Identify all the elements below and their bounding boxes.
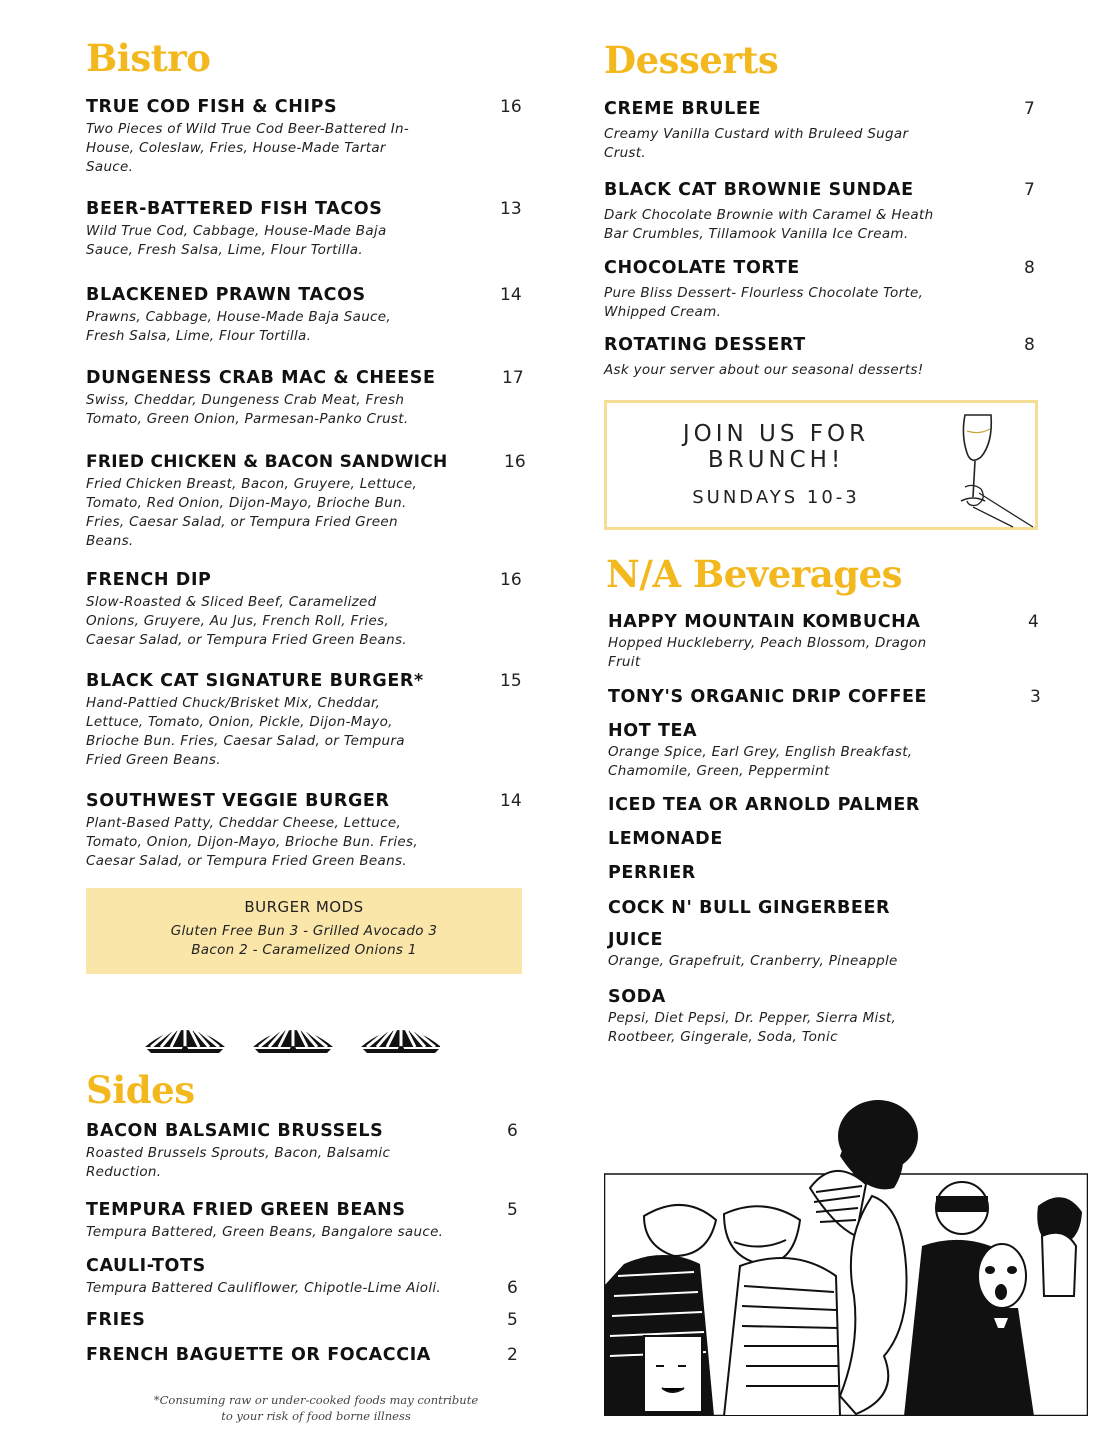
item-price: 5 [507,1310,518,1330]
item-description: Hopped Huckleberry, Peach Blossom, Dragon Fruit [608,635,927,670]
fan-ornament-icon [140,1015,440,1055]
item-description: Two Pieces of Wild True Cod Beer-Battered In- House, Coleslaw, Fries, House-Made Tartar Sauce. [86,121,410,175]
item-name: COCK N' BULL GINGERBEER [608,898,891,918]
menu-item [86,1200,526,1242]
menu-item [86,1121,526,1182]
menu-item [608,612,1044,672]
bistro-title: Bistro [86,36,211,80]
menu-item [608,687,1044,707]
item-name: BLACKENED PRAWN TACOS [86,285,366,305]
item-name: TEMPURA FRIED GREEN BEANS [86,1200,406,1220]
item-name: ICED TEA OR ARNOLD PALMER [608,795,920,815]
item-name: TRUE COD FISH & CHIPS [86,97,338,117]
item-description: Orange Spice, Earl Grey, English Breakfast, Chamomile, Green, Peppermint [608,744,913,779]
item-name: FRENCH DIP [86,570,212,590]
burger-mods-line: Gluten Free Bun 3 - Grilled Avocado 3 [170,923,438,939]
item-description: Creamy Vanilla Custard with Bruleed Sugar Crust. [604,126,909,161]
item-price: 4 [1028,612,1039,632]
item-description: Prawns, Cabbage, House-Made Baja Sauce, Fresh Salsa, Lime, Flour Tortilla. [86,309,391,344]
item-description: Swiss, Cheddar, Dungeness Crab Meat, Fresh Tomato, Green Onion, Parmesan-Panko Crust. [86,392,409,427]
item-name: LEMONADE [608,829,723,849]
champagne-glass-icon [943,409,1037,529]
menu-item [604,99,1046,163]
menu-item [604,180,1046,244]
item-description: Tempura Battered, Green Beans, Bangalore sauce. [86,1224,444,1240]
item-price: 14 [500,791,522,811]
item-name: SODA [608,987,666,1007]
item-description: Pure Bliss Dessert- Flourless Chocolate Torte, Whipped Cream. [604,285,924,320]
menu-item [608,863,1044,883]
brunch-hours: SUNDAYS 10-3 [692,487,860,508]
burger-mods-box [86,888,522,974]
item-description: Tempura Battered Cauliflower, Chipotle-Lime Aioli. [86,1280,442,1296]
food-safety-footnote: *Consuming raw or under-cooked foods may contribute to your risk of food borne illness [153,1393,479,1423]
item-name: CHOCOLATE TORTE [604,258,800,278]
menu-item [608,930,1044,971]
brunch-promo-box [604,400,1038,530]
item-name: DUNGENESS CRAB MAC & CHEESE [86,368,436,388]
item-name: HOT TEA [608,721,698,741]
item-description: Fried Chicken Breast, Bacon, Gruyere, Lettuce, Tomato, Red Onion, Dijon-Mayo, Brioche Bun. Fries, Caesar Salad, or Tempura Fried Green Beans. [86,476,418,549]
item-price: 3 [1030,687,1041,707]
item-price: 8 [1024,335,1035,355]
menu-item [608,721,1044,781]
menu-item [608,898,1044,918]
item-name: BLACK CAT SIGNATURE BURGER* [86,671,424,691]
item-name: FRENCH BAGUETTE OR FOCACCIA [86,1345,431,1365]
item-description: Plant-Based Patty, Cheddar Cheese, Lettuce, Tomato, Onion, Dijon-Mayo, Brioche Bun. Fries, Caesar Salad, or Tempura Fried Green Beans. [86,815,418,869]
item-price: 6 [507,1278,518,1298]
item-name: BACON BALSAMIC BRUSSELS [86,1121,384,1141]
vintage-crowd-illustration [604,1096,1088,1416]
item-price: 13 [500,199,522,219]
item-description: Pepsi, Diet Pepsi, Dr. Pepper, Sierra Mist, Rootbeer, Gingerale, Soda, Tonic [608,1010,897,1045]
burger-mods-title: BURGER MODS [244,898,364,916]
item-description: Orange, Grapefruit, Cranberry, Pineapple [608,953,898,969]
item-description: Roasted Brussels Sprouts, Bacon, Balsamic Reduction. [86,1145,391,1180]
item-price: 8 [1024,258,1035,278]
menu-item [86,452,526,551]
menu-item [86,570,526,650]
item-description: Dark Chocolate Brownie with Caramel & Heath Bar Crumbles, Tillamook Vanilla Ice Cream. [604,207,934,242]
item-name: JUICE [608,930,664,950]
menu-item [86,791,526,871]
item-name: CAULI-TOTS [86,1256,206,1276]
menu-item [86,1310,526,1330]
item-name: HAPPY MOUNTAIN KOMBUCHA [608,612,921,632]
item-name: FRIED CHICKEN & BACON SANDWICH [86,452,448,472]
item-name: CREME BRULEE [604,99,762,119]
menu-item [608,795,1044,815]
item-price: 7 [1024,99,1035,119]
item-price: 7 [1024,180,1035,200]
item-name: TONY'S ORGANIC DRIP COFFEE [608,687,928,707]
item-description: Ask your server about our seasonal desserts! [604,362,924,378]
item-price: 16 [500,570,522,590]
item-name: BEER-BATTERED FISH TACOS [86,199,383,219]
item-name: PERRIER [608,863,696,883]
item-name: ROTATING DESSERT [604,335,806,355]
burger-mods-line: Bacon 2 - Caramelized Onions 1 [191,942,417,958]
item-price: 17 [502,368,524,388]
menu-item [604,258,1046,322]
item-price: 15 [500,671,522,691]
item-description: Slow-Roasted & Sliced Beef, Caramelized Onions, Gruyere, Au Jus, French Roll, Fries, Caesar Salad, or Tempura Fried Green Beans. [86,594,407,648]
menu-item [86,199,526,260]
menu-item [86,97,526,177]
menu-item [86,1345,526,1365]
item-name: SOUTHWEST VEGGIE BURGER [86,791,390,811]
menu-item [604,335,1046,380]
menu-item [608,829,1044,849]
item-price: 5 [507,1200,518,1220]
menu-item [608,987,1044,1047]
item-price: 16 [500,97,522,117]
beverages-title: N/A Beverages [606,552,902,596]
item-price: 2 [507,1345,518,1365]
item-name: FRIES [86,1310,146,1330]
desserts-title: Desserts [604,38,779,82]
item-name: BLACK CAT BROWNIE SUNDAE [604,180,914,200]
menu-item [86,368,526,429]
item-description: Hand-Pattied Chuck/Brisket Mix, Cheddar, Lettuce, Tomato, Onion, Pickle, Dijon-Mayo, Brioche Bun. Fries, Caesar Salad, or Tempura Fried Green Beans. [86,695,405,768]
item-description: Wild True Cod, Cabbage, House-Made Baja Sauce, Fresh Salsa, Lime, Flour Tortilla. [86,223,387,258]
sides-title: Sides [86,1068,195,1112]
item-price: 6 [507,1121,518,1141]
brunch-headline: JOIN US FOR [682,421,870,447]
menu-item [86,671,526,770]
item-price: 14 [500,285,522,305]
menu-item [86,285,526,346]
item-price: 16 [504,452,526,472]
menu-item [86,1256,526,1298]
brunch-headline: BRUNCH! [707,447,845,473]
